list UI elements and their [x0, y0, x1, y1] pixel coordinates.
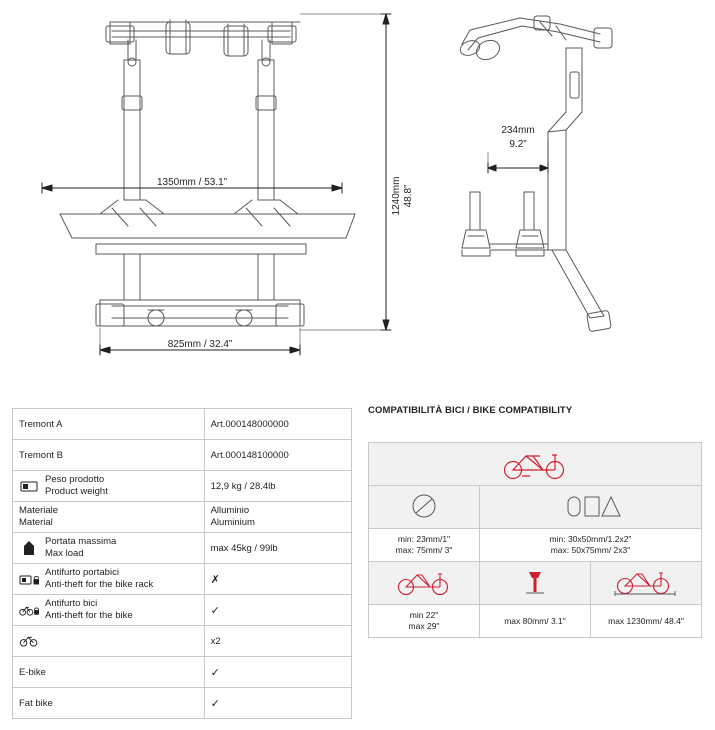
seatpost-max-text: max 80mm/ 3.1" [480, 605, 591, 638]
spec-value: ✓ [204, 657, 351, 688]
weight-icon [19, 476, 39, 496]
table-row [13, 626, 352, 657]
bicycle-length-icon [591, 562, 702, 605]
spec-value-en: Aluminium [210, 517, 255, 528]
spec-label-it: Antifurto portabici [45, 567, 119, 579]
spec-label-it: Peso prodotto [45, 474, 105, 486]
spec-value-it: Alluminio [210, 505, 250, 517]
wheel-max-text: max: 75mm/ 3" [395, 545, 453, 555]
spec-label-it: Materiale [19, 505, 59, 517]
spec-label-en: Material [19, 517, 53, 528]
lock-bike-icon [19, 600, 39, 620]
spec-label: Tremont A [13, 409, 205, 440]
table-row [369, 529, 702, 562]
table-row [13, 564, 352, 595]
spec-value: Art.000148100000 [204, 440, 351, 471]
spec-value: ✗ [204, 564, 351, 595]
wheel-circle-icon [369, 486, 480, 529]
dim-side-width: 234mm [501, 125, 535, 136]
table-row [13, 533, 352, 564]
bike-count-icon [19, 631, 39, 651]
spec-value: max 45kg / 99lb [204, 533, 351, 564]
table-row [13, 595, 352, 626]
spec-label: E-bike [13, 657, 205, 688]
table-row [369, 443, 702, 486]
spec-label-it: Antifurto bici [45, 598, 98, 610]
dim-side-width-inch: 9.2” [509, 139, 527, 150]
spec-value: x2 [204, 626, 351, 657]
tube-max-text: max: 50x75mm/ 2x3" [550, 545, 631, 555]
table-row [369, 562, 702, 605]
lock-rack-icon [19, 569, 39, 589]
dim-height-front-inch: 48.8” [403, 184, 414, 208]
dim-width-front: 1350mm / 53.1” [156, 177, 228, 188]
table-row [369, 605, 702, 638]
spec-label-en: Max load [45, 548, 84, 559]
table-row [369, 486, 702, 529]
dim-height-front: 1240mm [391, 176, 402, 216]
length-max-text: max 1230mm/ 48.4" [591, 605, 702, 638]
specification-table [12, 408, 352, 719]
spec-label-it: Portata massima [45, 536, 117, 548]
spec-label-en: Product weight [45, 486, 108, 497]
spec-label-en: Anti-theft for the bike rack [45, 579, 154, 590]
spec-label: Fat bike [13, 688, 205, 719]
spec-label-en: Anti-theft for the bike [45, 610, 133, 621]
spec-value: ✓ [204, 688, 351, 719]
spec-value: Art.000148000000 [204, 409, 351, 440]
table-row [13, 471, 352, 502]
tube-min-text: min: 30x50mm/1.2x2" [549, 534, 632, 545]
bicycle-frame-icon [369, 562, 480, 605]
table-row [13, 657, 352, 688]
wheel-min-text: min: 23mm/1" [397, 534, 451, 545]
table-row [13, 440, 352, 471]
compatibility-title: COMPATIBILITÀ BICI / BIKE COMPATIBILITY [368, 405, 573, 416]
dim-base-width: 825mm / 32.4” [167, 339, 233, 350]
tube-shapes-icon [480, 486, 702, 529]
frame-max-text: max 29" [408, 621, 440, 631]
frame-min-text: min 22" [409, 610, 439, 621]
load-icon [19, 538, 39, 558]
spec-value: 12,9 kg / 28.4lb [204, 471, 351, 502]
spec-label: Tremont B [13, 440, 205, 471]
table-row [13, 409, 352, 440]
seatpost-icon [480, 562, 591, 605]
table-row [13, 502, 352, 533]
bicycle-icon [369, 443, 702, 486]
compatibility-table [368, 442, 702, 638]
spec-value: ✓ [204, 595, 351, 626]
table-row [13, 688, 352, 719]
